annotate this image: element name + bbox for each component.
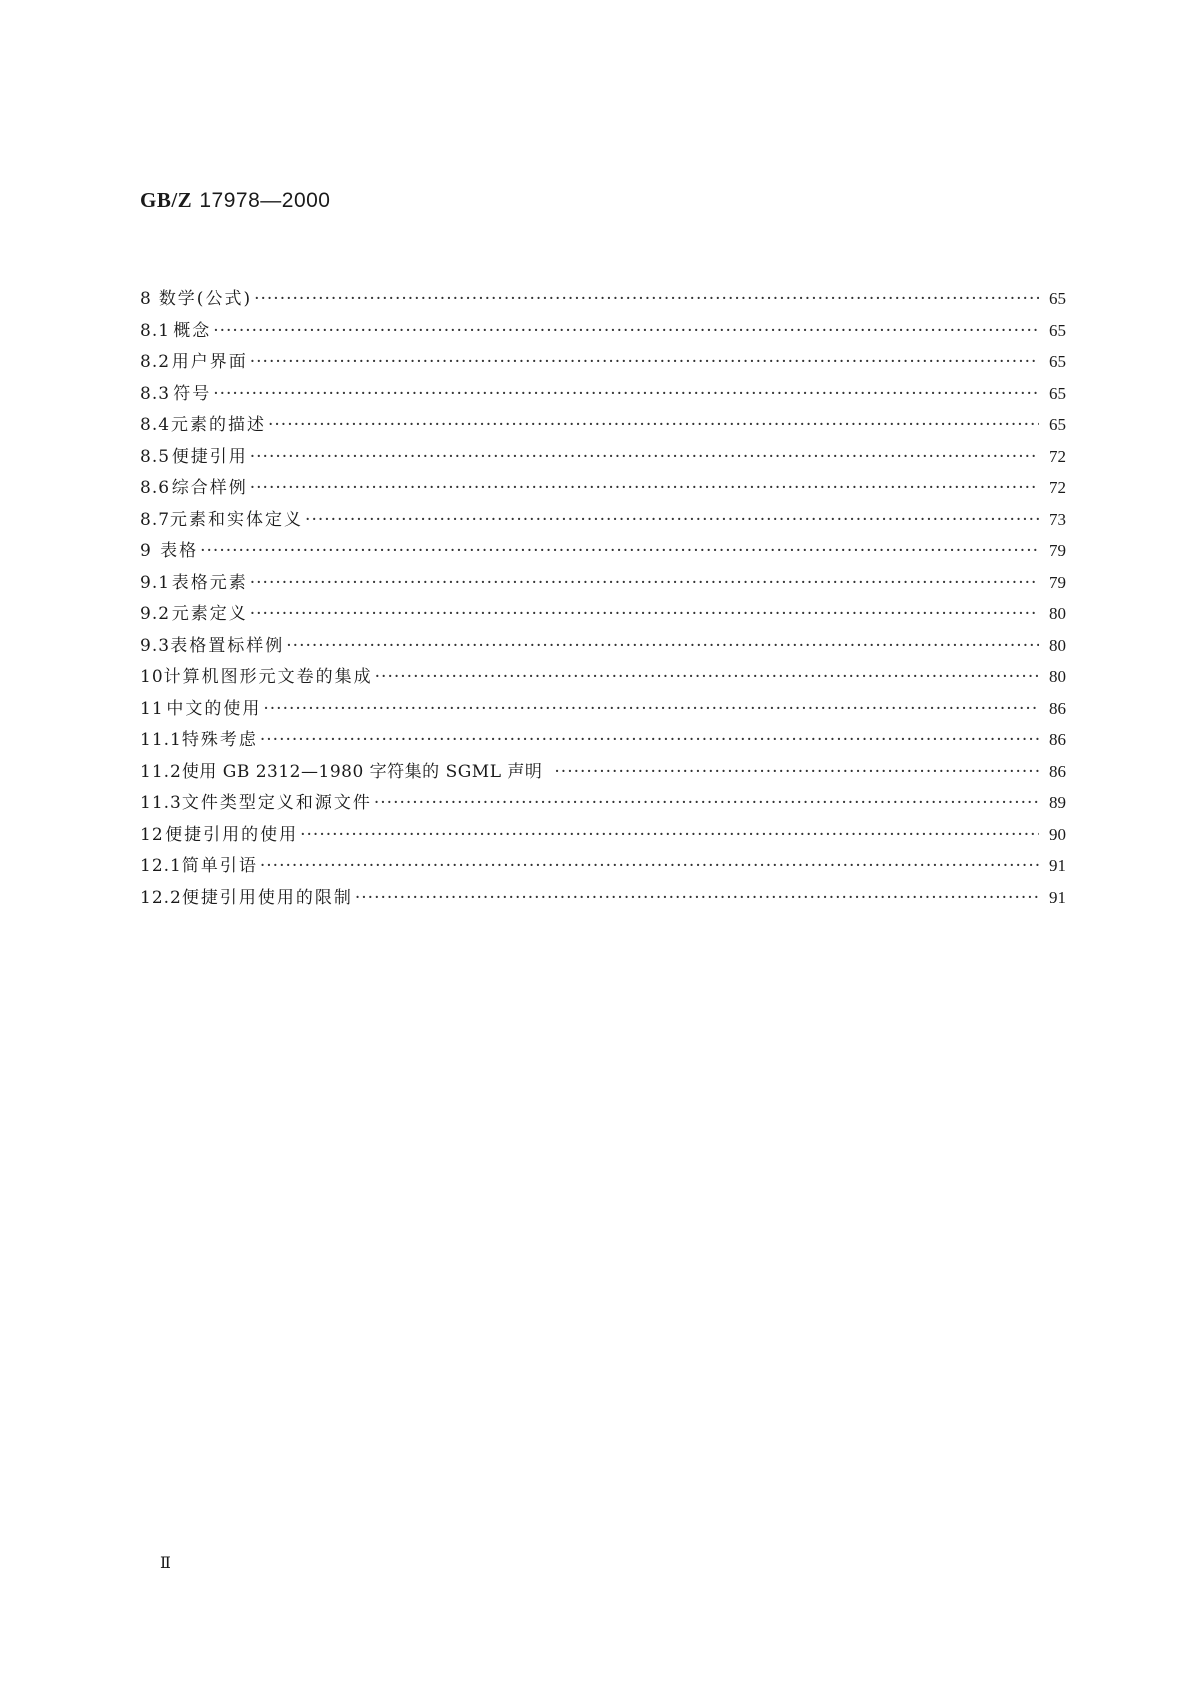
toc-number: 12.1: [140, 856, 182, 876]
toc-page-number: 89: [1049, 793, 1066, 812]
toc-number: 8.2: [140, 352, 171, 372]
toc-leader-dots: [250, 347, 1039, 379]
toc-page-number: 65: [1049, 352, 1066, 371]
toc-number: 8.4: [140, 415, 171, 435]
toc-leader-dots: [268, 410, 1039, 442]
toc-title: 便捷引用使用的限制: [181, 887, 353, 908]
toc-entry-11[interactable]: [140, 693, 1066, 725]
toc-title: 使用 GB 2312—1980 字符集的 SGML 声明: [181, 761, 543, 782]
toc-title: 文件类型定义和源文件: [181, 793, 372, 813]
toc-leader-dots: [213, 379, 1039, 411]
toc-entry-9-3[interactable]: [140, 630, 1066, 662]
toc-entry-11-1[interactable]: [140, 724, 1066, 756]
toc-title: 便捷引用的使用: [165, 824, 299, 845]
toc-entry-9[interactable]: [140, 535, 1066, 567]
toc-page-number: 72: [1049, 478, 1066, 497]
toc-number: 9.2: [140, 604, 171, 624]
toc-number: 12.2: [140, 887, 182, 908]
toc-page-number: 79: [1049, 572, 1066, 592]
toc-title: 元素的描述: [171, 415, 266, 435]
standard-code-number: 17978—2000: [199, 189, 331, 212]
toc-page-number: 65: [1049, 415, 1066, 434]
toc-title: 简单引语: [181, 856, 258, 876]
toc-leader-dots: [250, 473, 1039, 505]
toc-entry-10[interactable]: [140, 661, 1066, 693]
toc-entry-11-2[interactable]: [140, 756, 1066, 788]
toc-page-number: 65: [1049, 320, 1066, 340]
toc-number: 11.3: [140, 793, 182, 813]
toc-page-number: 80: [1049, 667, 1066, 686]
toc-leader-dots: [286, 631, 1039, 663]
toc-title: 便捷引用: [171, 446, 248, 467]
toc-leader-dots: [200, 536, 1039, 568]
toc-page-number: 86: [1049, 698, 1066, 718]
toc-leader-dots: [355, 883, 1039, 915]
toc-entry-12[interactable]: [140, 819, 1066, 851]
toc-page-number: 90: [1049, 824, 1066, 844]
toc-title: 元素定义: [171, 604, 248, 624]
toc-number: 8.6: [140, 478, 171, 498]
toc-page-number: 91: [1049, 887, 1066, 907]
toc-leader-dots: [305, 505, 1039, 537]
toc-number: 11.2: [140, 761, 182, 782]
toc-number: 11.1: [140, 730, 182, 750]
toc-title: 数学(公式): [158, 289, 253, 309]
toc-title: 综合样例: [171, 478, 248, 498]
toc-number: 9.1: [140, 572, 171, 593]
toc-title: 中文的使用: [166, 698, 262, 719]
table-of-contents: [140, 283, 1066, 913]
toc-number: 10: [140, 667, 164, 687]
toc-entry-12-1[interactable]: [140, 850, 1066, 882]
standard-code-prefix: GB/Z: [140, 188, 193, 212]
toc-title: 表格置标样例: [170, 635, 285, 656]
toc-entry-8-3[interactable]: [140, 378, 1066, 410]
toc-page-number: 73: [1049, 509, 1066, 529]
toc-page-number: 91: [1049, 856, 1066, 875]
standard-code-header: [140, 188, 331, 213]
toc-page-number: 79: [1049, 541, 1066, 560]
toc-leader-dots: [300, 820, 1039, 852]
toc-title: 特殊考虑: [181, 730, 258, 750]
toc-title: 表格: [160, 541, 199, 561]
toc-page-number: 72: [1049, 446, 1066, 466]
toc-entry-8-2[interactable]: [140, 346, 1066, 378]
toc-page-number: 65: [1049, 289, 1066, 308]
toc-number: 11: [140, 698, 164, 719]
toc-page-number: 80: [1049, 635, 1066, 655]
toc-leader-dots: [375, 662, 1039, 694]
toc-number: 12: [140, 824, 164, 845]
toc-entry-8-5[interactable]: [140, 441, 1066, 473]
toc-number: 9: [140, 541, 152, 561]
toc-leader-dots: [254, 284, 1039, 316]
toc-entry-8-6[interactable]: [140, 472, 1066, 504]
toc-leader-dots: [250, 599, 1039, 631]
toc-entry-11-3[interactable]: [140, 787, 1066, 819]
toc-title: 符号: [173, 383, 212, 404]
toc-entry-8[interactable]: [140, 283, 1066, 315]
toc-number: 9.3: [140, 635, 171, 656]
toc-leader-dots: [213, 316, 1039, 348]
toc-number: 8.3: [140, 383, 171, 404]
toc-number: 8: [140, 289, 152, 309]
toc-leader-dots: [250, 568, 1039, 600]
toc-leader-dots: [263, 694, 1039, 726]
toc-title: 概念: [173, 320, 212, 341]
toc-number: 8.5: [140, 446, 171, 467]
toc-leader-dots: [260, 725, 1039, 757]
toc-leader-dots: [554, 757, 1039, 789]
toc-title: 元素和实体定义: [170, 509, 304, 530]
toc-page-number: 86: [1049, 761, 1066, 781]
toc-leader-dots: [250, 442, 1039, 474]
toc-entry-8-4[interactable]: [140, 409, 1066, 441]
toc-page-number: 65: [1049, 383, 1066, 403]
toc-entry-8-7[interactable]: [140, 504, 1066, 536]
toc-number: 8.7: [140, 509, 171, 530]
toc-entry-9-2[interactable]: [140, 598, 1066, 630]
toc-entry-9-1[interactable]: [140, 567, 1066, 599]
toc-title: 计算机图形元文卷的集成: [163, 667, 373, 687]
toc-leader-dots: [260, 851, 1039, 883]
toc-title: 表格元素: [171, 572, 248, 593]
toc-page-number: 80: [1049, 604, 1066, 623]
toc-entry-8-1[interactable]: [140, 315, 1066, 347]
toc-title: 用户界面: [171, 352, 248, 372]
toc-leader-dots: [374, 788, 1039, 820]
toc-page-number: 86: [1049, 730, 1066, 749]
toc-number: 8.1: [140, 320, 171, 341]
page-number-roman: Ⅱ: [160, 1555, 171, 1572]
toc-entry-12-2[interactable]: [140, 882, 1066, 914]
